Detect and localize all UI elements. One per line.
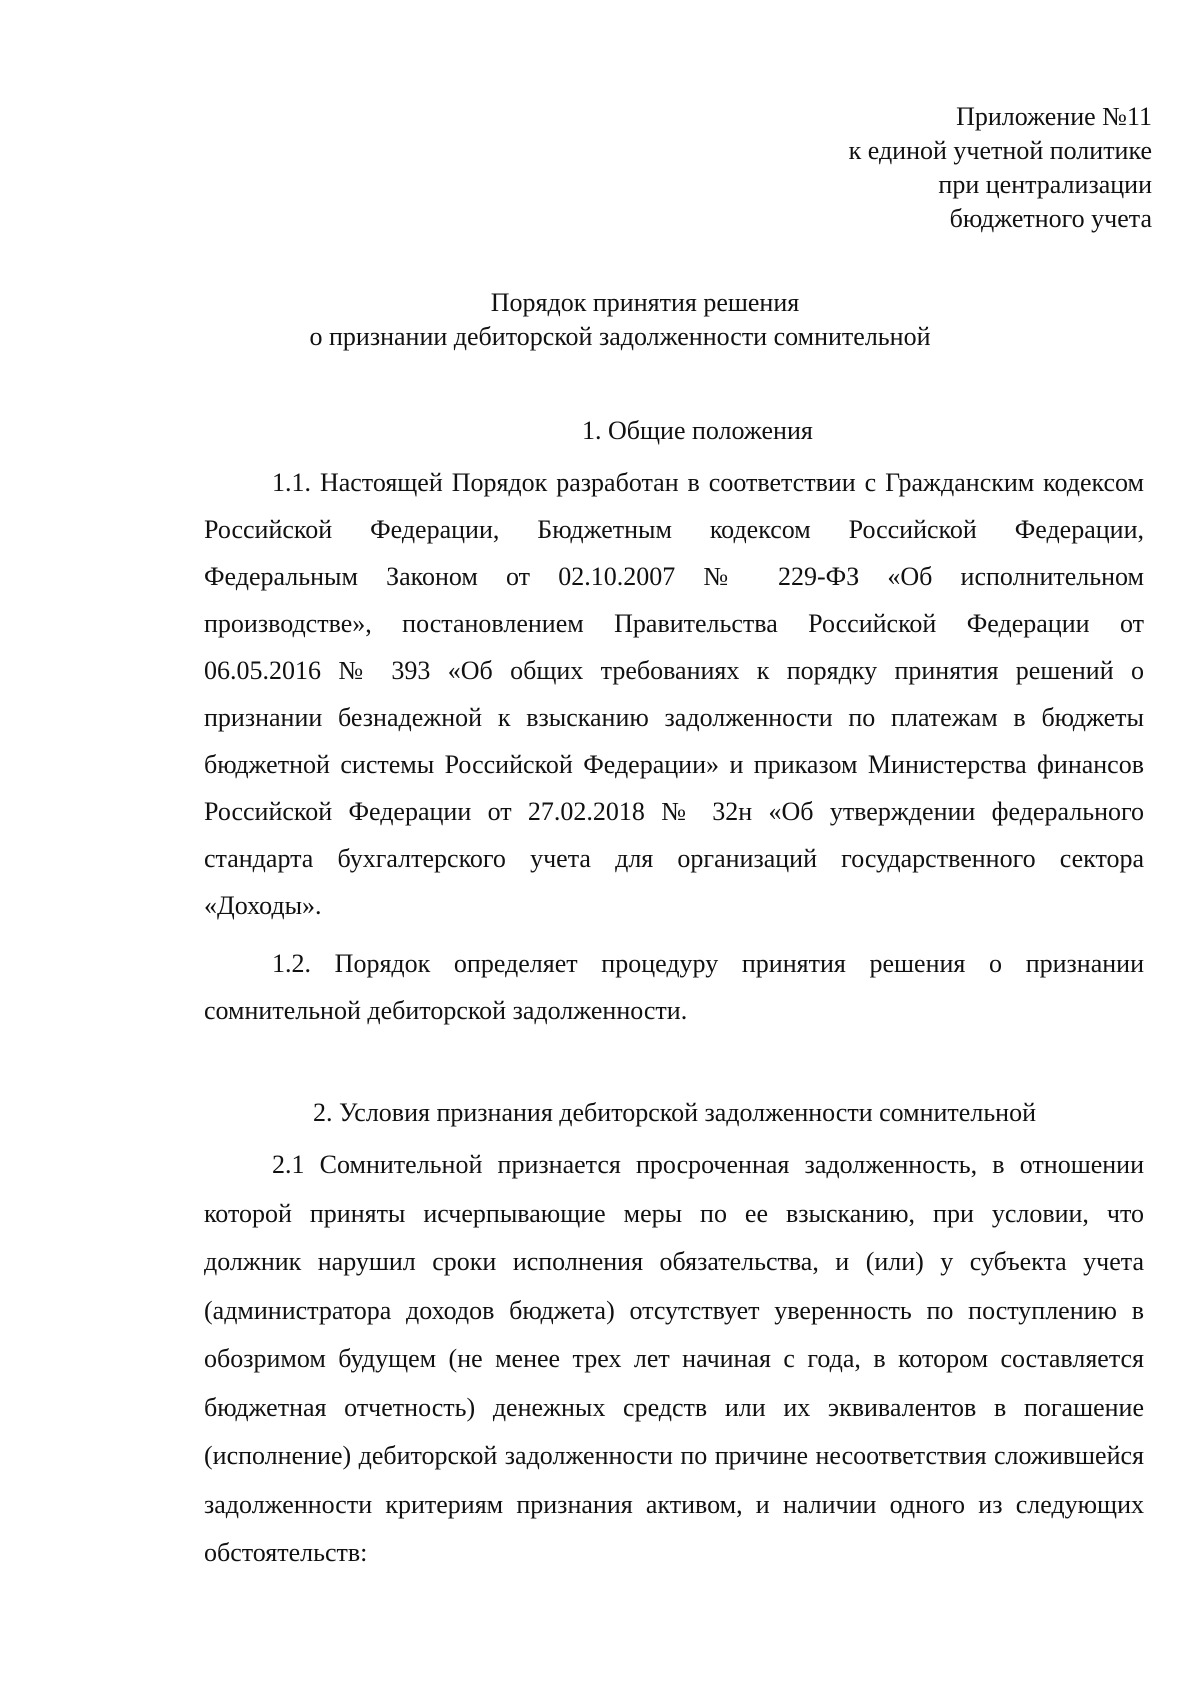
- title-line-2: о признании дебиторской задолженности сомнительной: [309, 322, 931, 351]
- paragraph-1-1: 1.1. Настоящей Порядок разработан в соответствии с Гражданским кодексом Российской Федерации, Бюджетным кодексом Российской Федерации, Федеральным Законом от 02.10.2007 № 229-ФЗ «Об исполнительном производстве», постановлением Правительства Российской Федерации от 06.05.2016 № 393 «Об общих требованиях к порядку принятия решений о признании безнадежной к взысканию задолженности по платежам в бюджеты бюджетной системы Российской Федерации» и приказом Министерства финансов Российской Федерации от 27.02.2018 № 32н «Об утверждении федерального стандарта бухгалтерского учета для организаций государственного сектора «Доходы».: [204, 468, 1144, 920]
- paragraph-2-1: 2.1 Сомнительной признается просроченная задолженность, в отношении которой приняты исчерпывающие меры по ее взысканию, при условии, что должник нарушил сроки исполнения обязательства, и (или) у субъекта учета (администратора доходов бюджета) отсутствует уверенность по поступлению в обозримом будущем (не менее трех лет начиная с года, в котором составляется бюджетная отчетность) денежных средств или их эквивалентов в погашение (исполнение) дебиторской задолженности по причине несоответствия сложившейся задолженности критериям признания активом, и наличии одного из следующих обстоятельств:: [204, 1150, 1144, 1567]
- appendix-number: Приложение №11: [956, 102, 1152, 131]
- section-1-heading: 1. Общие положения: [582, 416, 813, 445]
- appendix-block: [849, 100, 1152, 236]
- document-title: [0, 286, 1200, 354]
- appendix-reference: к единой учетной политике: [848, 136, 1152, 165]
- section-2-heading: 2. Условия признания дебиторской задолженности сомнительной: [313, 1098, 1036, 1127]
- title-line-1: Порядок принятия решения: [490, 288, 800, 317]
- appendix-reference-2: при централизации: [938, 170, 1152, 199]
- appendix-reference-3: бюджетного учета: [949, 204, 1152, 233]
- paragraph-1-2: 1.2. Порядок определяет процедуру принятия решения о признании сомнительной дебиторской задолженности.: [204, 949, 1144, 1025]
